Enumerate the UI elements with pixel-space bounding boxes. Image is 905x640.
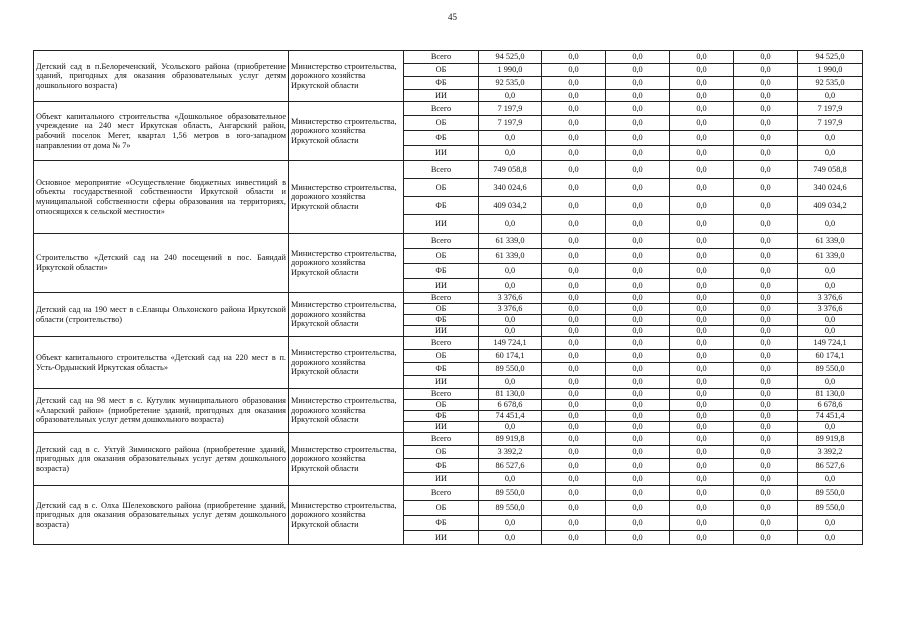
project-name-cell: Детский сад на 190 мест в с.Еланцы Ольхонского района Иркутской области (строительство) — [34, 293, 289, 337]
amount-cell: 0,0 — [670, 501, 734, 516]
funding-source-cell: ИИ — [404, 473, 479, 486]
amount-cell: 0,0 — [542, 337, 606, 350]
amount-cell: 0,0 — [734, 446, 798, 459]
amount-cell: 0,0 — [542, 411, 606, 422]
executor-cell: Министерство строительства, дорожного хозяйства Иркутской области — [289, 293, 404, 337]
amount-cell: 149 724,1 — [798, 337, 863, 350]
amount-cell: 0,0 — [606, 486, 670, 501]
amount-cell: 0,0 — [479, 473, 542, 486]
funding-source-cell: ФБ — [404, 197, 479, 215]
amount-cell: 0,0 — [734, 215, 798, 234]
amount-cell: 0,0 — [670, 131, 734, 146]
amount-cell: 7 197,9 — [798, 116, 863, 131]
amount-cell: 0,0 — [670, 315, 734, 326]
amount-cell: 86 527,6 — [798, 459, 863, 473]
amount-cell: 0,0 — [734, 304, 798, 315]
amount-cell: 0,0 — [734, 77, 798, 90]
amount-cell: 0,0 — [798, 90, 863, 102]
executor-cell: Министерство строительства, дорожного хозяйства Иркутской области — [289, 161, 404, 234]
amount-cell: 0,0 — [670, 293, 734, 304]
funding-source-cell: ИИ — [404, 422, 479, 433]
funding-source-cell: ФБ — [404, 411, 479, 422]
amount-cell: 0,0 — [734, 179, 798, 197]
table-row — [34, 293, 863, 304]
amount-cell: 0,0 — [542, 161, 606, 179]
amount-cell: 0,0 — [734, 473, 798, 486]
page-number: 45 — [448, 12, 457, 22]
amount-cell: 74 451,4 — [798, 411, 863, 422]
amount-cell: 0,0 — [542, 131, 606, 146]
funding-source-cell: ИИ — [404, 531, 479, 545]
amount-cell: 0,0 — [670, 389, 734, 400]
amount-cell: 0,0 — [606, 234, 670, 249]
amount-cell: 61 339,0 — [479, 234, 542, 249]
funding-source-cell: Всего — [404, 234, 479, 249]
amount-cell: 3 376,6 — [798, 304, 863, 315]
amount-cell: 0,0 — [670, 102, 734, 116]
amount-cell: 0,0 — [606, 501, 670, 516]
amount-cell: 0,0 — [606, 90, 670, 102]
executor-cell: Министерство строительства, дорожного хозяйства Иркутской области — [289, 389, 404, 433]
amount-cell: 0,0 — [670, 376, 734, 389]
amount-cell: 0,0 — [670, 64, 734, 77]
amount-cell: 0,0 — [734, 249, 798, 264]
amount-cell: 0,0 — [734, 501, 798, 516]
amount-cell: 0,0 — [734, 363, 798, 376]
amount-cell: 0,0 — [542, 473, 606, 486]
amount-cell: 0,0 — [606, 315, 670, 326]
amount-cell: 3 376,6 — [798, 293, 863, 304]
project-name-cell: Детский сад в п.Белореченский, Усольского района (приобретение зданий, пригодных для оказания образовательных услуг детям дошкольного возраста) — [34, 51, 289, 102]
amount-cell: 0,0 — [606, 422, 670, 433]
funding-source-cell: ОБ — [404, 501, 479, 516]
amount-cell: 0,0 — [542, 433, 606, 446]
amount-cell: 0,0 — [670, 363, 734, 376]
funding-source-cell: ОБ — [404, 116, 479, 131]
amount-cell: 0,0 — [542, 315, 606, 326]
amount-cell: 0,0 — [670, 473, 734, 486]
amount-cell: 0,0 — [542, 249, 606, 264]
funding-source-cell: ОБ — [404, 350, 479, 363]
amount-cell: 0,0 — [734, 376, 798, 389]
amount-cell: 61 339,0 — [798, 234, 863, 249]
amount-cell: 0,0 — [479, 215, 542, 234]
amount-cell: 0,0 — [734, 197, 798, 215]
amount-cell: 0,0 — [734, 516, 798, 531]
funding-source-cell: Всего — [404, 161, 479, 179]
amount-cell: 0,0 — [734, 264, 798, 279]
funding-source-cell: Всего — [404, 486, 479, 501]
table-row — [34, 234, 863, 249]
amount-cell: 0,0 — [798, 326, 863, 337]
executor-cell: Министерство строительства, дорожного хозяйства Иркутской области — [289, 234, 404, 293]
amount-cell: 0,0 — [606, 77, 670, 90]
amount-cell: 0,0 — [479, 326, 542, 337]
amount-cell: 340 024,6 — [798, 179, 863, 197]
amount-cell: 0,0 — [606, 249, 670, 264]
funding-source-cell: ИИ — [404, 326, 479, 337]
amount-cell: 0,0 — [542, 51, 606, 64]
amount-cell: 0,0 — [479, 516, 542, 531]
project-name-cell: Детский сад в с. Олха Шелеховского района (приобретение зданий, пригодных для оказания образовательных услуг детям дошкольного возраста) — [34, 486, 289, 545]
amount-cell: 409 034,2 — [798, 197, 863, 215]
amount-cell: 89 919,8 — [798, 433, 863, 446]
funding-source-cell: ОБ — [404, 446, 479, 459]
amount-cell: 0,0 — [606, 51, 670, 64]
funding-source-cell: ФБ — [404, 459, 479, 473]
amount-cell: 0,0 — [606, 264, 670, 279]
amount-cell: 0,0 — [479, 146, 542, 161]
funding-source-cell: ОБ — [404, 249, 479, 264]
amount-cell: 0,0 — [734, 131, 798, 146]
amount-cell: 0,0 — [542, 376, 606, 389]
amount-cell: 0,0 — [670, 234, 734, 249]
table-row — [34, 337, 863, 350]
amount-cell: 0,0 — [606, 131, 670, 146]
amount-cell: 0,0 — [670, 161, 734, 179]
amount-cell: 1 990,0 — [479, 64, 542, 77]
table-row — [34, 102, 863, 116]
amount-cell: 409 034,2 — [479, 197, 542, 215]
amount-cell: 0,0 — [542, 501, 606, 516]
amount-cell: 0,0 — [479, 264, 542, 279]
amount-cell: 0,0 — [542, 102, 606, 116]
amount-cell: 0,0 — [542, 422, 606, 433]
amount-cell: 0,0 — [606, 146, 670, 161]
amount-cell: 0,0 — [606, 433, 670, 446]
amount-cell: 0,0 — [798, 131, 863, 146]
amount-cell: 0,0 — [542, 116, 606, 131]
funding-source-cell: ФБ — [404, 77, 479, 90]
executor-cell: Министерство строительства, дорожного хозяйства Иркутской области — [289, 486, 404, 545]
amount-cell: 149 724,1 — [479, 337, 542, 350]
amount-cell: 0,0 — [542, 459, 606, 473]
amount-cell: 89 550,0 — [798, 486, 863, 501]
amount-cell: 0,0 — [734, 279, 798, 293]
amount-cell: 3 392,2 — [798, 446, 863, 459]
amount-cell: 0,0 — [542, 146, 606, 161]
amount-cell: 0,0 — [798, 531, 863, 545]
amount-cell: 1 990,0 — [798, 64, 863, 77]
table-row — [34, 486, 863, 501]
amount-cell: 0,0 — [734, 161, 798, 179]
amount-cell: 7 197,9 — [479, 102, 542, 116]
amount-cell: 0,0 — [606, 161, 670, 179]
project-name-cell: Строительство «Детский сад на 240 посещений в пос. Баяндай Иркутской области» — [34, 234, 289, 293]
amount-cell: 3 392,2 — [479, 446, 542, 459]
amount-cell: 0,0 — [479, 315, 542, 326]
amount-cell: 0,0 — [670, 422, 734, 433]
executor-cell: Министерство строительства, дорожного хозяйства Иркутской области — [289, 102, 404, 161]
amount-cell: 0,0 — [606, 400, 670, 411]
amount-cell: 0,0 — [798, 315, 863, 326]
amount-cell: 94 525,0 — [479, 51, 542, 64]
amount-cell: 0,0 — [606, 337, 670, 350]
amount-cell: 0,0 — [798, 215, 863, 234]
amount-cell: 89 550,0 — [479, 486, 542, 501]
executor-cell: Министерство строительства, дорожного хозяйства Иркутской области — [289, 433, 404, 486]
funding-source-cell: ФБ — [404, 131, 479, 146]
project-name-cell: Объект капитального строительства «Детский сад на 220 мест в п. Усть-Ордынский Иркутская область» — [34, 337, 289, 389]
amount-cell: 7 197,9 — [798, 102, 863, 116]
amount-cell: 86 527,6 — [479, 459, 542, 473]
amount-cell: 0,0 — [798, 473, 863, 486]
amount-cell: 0,0 — [798, 422, 863, 433]
amount-cell: 0,0 — [542, 279, 606, 293]
amount-cell: 6 678,6 — [798, 400, 863, 411]
amount-cell: 3 376,6 — [479, 293, 542, 304]
amount-cell: 0,0 — [670, 350, 734, 363]
amount-cell: 0,0 — [734, 102, 798, 116]
amount-cell: 0,0 — [734, 234, 798, 249]
amount-cell: 60 174,1 — [479, 350, 542, 363]
funding-source-cell: Всего — [404, 337, 479, 350]
amount-cell: 0,0 — [542, 446, 606, 459]
amount-cell: 0,0 — [734, 293, 798, 304]
amount-cell: 0,0 — [606, 411, 670, 422]
amount-cell: 340 024,6 — [479, 179, 542, 197]
amount-cell: 0,0 — [542, 64, 606, 77]
funding-source-cell: ИИ — [404, 146, 479, 161]
funding-source-cell: ОБ — [404, 304, 479, 315]
table-row — [34, 433, 863, 446]
funding-source-cell: ИИ — [404, 376, 479, 389]
amount-cell: 0,0 — [479, 90, 542, 102]
funding-source-cell: ОБ — [404, 179, 479, 197]
amount-cell: 0,0 — [734, 433, 798, 446]
amount-cell: 0,0 — [670, 264, 734, 279]
amount-cell: 0,0 — [734, 326, 798, 337]
amount-cell: 0,0 — [798, 279, 863, 293]
amount-cell: 0,0 — [734, 116, 798, 131]
project-name-cell: Основное мероприятие «Осуществление бюджетных инвестиций в объекты государственной собственности Иркутской области и муниципальной собственности сферы образования на территориях, относящихся к сельской местности» — [34, 161, 289, 234]
amount-cell: 0,0 — [670, 116, 734, 131]
amount-cell: 0,0 — [542, 531, 606, 545]
amount-cell: 0,0 — [606, 197, 670, 215]
project-name-cell: Детский сад на 98 мест в с. Кутулик муниципального образования «Аларский район» (приобретение зданий, пригодных для оказания образовательных услуг детям дошкольного возраста) — [34, 389, 289, 433]
amount-cell: 0,0 — [606, 64, 670, 77]
amount-cell: 0,0 — [734, 459, 798, 473]
table-row — [34, 51, 863, 64]
amount-cell: 0,0 — [542, 486, 606, 501]
funding-source-cell: ФБ — [404, 516, 479, 531]
amount-cell: 0,0 — [542, 90, 606, 102]
amount-cell: 0,0 — [798, 376, 863, 389]
amount-cell: 0,0 — [542, 293, 606, 304]
funding-source-cell: Всего — [404, 433, 479, 446]
amount-cell: 60 174,1 — [798, 350, 863, 363]
executor-cell: Министерство строительства, дорожного хозяйства Иркутской области — [289, 337, 404, 389]
amount-cell: 0,0 — [542, 326, 606, 337]
amount-cell: 0,0 — [606, 179, 670, 197]
amount-cell: 0,0 — [670, 304, 734, 315]
amount-cell: 0,0 — [798, 264, 863, 279]
amount-cell: 0,0 — [606, 279, 670, 293]
amount-cell: 0,0 — [542, 350, 606, 363]
amount-cell: 0,0 — [542, 264, 606, 279]
amount-cell: 0,0 — [670, 179, 734, 197]
amount-cell: 0,0 — [734, 411, 798, 422]
amount-cell: 89 550,0 — [798, 501, 863, 516]
project-name-cell: Детский сад в с. Ухтуй Зиминского района (приобретение зданий, пригодных для оказания образовательных услуг детям дошкольного возраста) — [34, 433, 289, 486]
funding-source-cell: ОБ — [404, 64, 479, 77]
amount-cell: 0,0 — [542, 304, 606, 315]
funding-source-cell: ИИ — [404, 215, 479, 234]
amount-cell: 0,0 — [606, 326, 670, 337]
amount-cell: 0,0 — [734, 64, 798, 77]
executor-cell: Министерство строительства, дорожного хозяйства Иркутской области — [289, 51, 404, 102]
amount-cell: 89 550,0 — [479, 363, 542, 376]
amount-cell: 0,0 — [670, 51, 734, 64]
amount-cell: 0,0 — [606, 363, 670, 376]
amount-cell: 89 550,0 — [479, 501, 542, 516]
amount-cell: 0,0 — [542, 77, 606, 90]
amount-cell: 0,0 — [542, 389, 606, 400]
amount-cell: 0,0 — [606, 350, 670, 363]
amount-cell: 0,0 — [606, 304, 670, 315]
project-name-cell: Объект капитального строительства «Дошкольное образовательное учреждение на 240 мест Иркутская область, Ангарский район, рабочий поселок Мегет, квартал 1,56 метров в юго-западном направлении от дома № 7» — [34, 102, 289, 161]
amount-cell: 0,0 — [670, 249, 734, 264]
amount-cell: 0,0 — [479, 279, 542, 293]
table-row — [34, 161, 863, 179]
amount-cell: 0,0 — [734, 389, 798, 400]
amount-cell: 0,0 — [479, 422, 542, 433]
amount-cell: 0,0 — [670, 77, 734, 90]
amount-cell: 0,0 — [734, 422, 798, 433]
amount-cell: 0,0 — [606, 102, 670, 116]
amount-cell: 0,0 — [734, 315, 798, 326]
amount-cell: 0,0 — [798, 146, 863, 161]
amount-cell: 0,0 — [606, 215, 670, 234]
amount-cell: 0,0 — [798, 516, 863, 531]
amount-cell: 0,0 — [670, 215, 734, 234]
funding-source-cell: Всего — [404, 102, 479, 116]
funding-source-cell: ФБ — [404, 315, 479, 326]
funding-source-cell: ФБ — [404, 363, 479, 376]
amount-cell: 0,0 — [606, 446, 670, 459]
amount-cell: 0,0 — [542, 400, 606, 411]
amount-cell: 0,0 — [542, 215, 606, 234]
amount-cell: 0,0 — [670, 146, 734, 161]
amount-cell: 89 550,0 — [798, 363, 863, 376]
funding-source-cell: ОБ — [404, 400, 479, 411]
amount-cell: 0,0 — [734, 486, 798, 501]
amount-cell: 81 130,0 — [798, 389, 863, 400]
amount-cell: 0,0 — [606, 376, 670, 389]
amount-cell: 0,0 — [542, 197, 606, 215]
funding-source-cell: ИИ — [404, 279, 479, 293]
amount-cell: 0,0 — [606, 473, 670, 486]
amount-cell: 0,0 — [734, 400, 798, 411]
amount-cell: 61 339,0 — [798, 249, 863, 264]
amount-cell: 749 058,8 — [798, 161, 863, 179]
funding-source-cell: Всего — [404, 293, 479, 304]
amount-cell: 0,0 — [734, 337, 798, 350]
amount-cell: 3 376,6 — [479, 304, 542, 315]
amount-cell: 0,0 — [606, 516, 670, 531]
amount-cell: 749 058,8 — [479, 161, 542, 179]
amount-cell: 0,0 — [670, 411, 734, 422]
funding-source-cell: ФБ — [404, 264, 479, 279]
amount-cell: 0,0 — [542, 179, 606, 197]
amount-cell: 6 678,6 — [479, 400, 542, 411]
amount-cell: 7 197,9 — [479, 116, 542, 131]
amount-cell: 0,0 — [606, 116, 670, 131]
amount-cell: 0,0 — [670, 400, 734, 411]
amount-cell: 0,0 — [670, 337, 734, 350]
amount-cell: 94 525,0 — [798, 51, 863, 64]
amount-cell: 92 535,0 — [798, 77, 863, 90]
amount-cell: 0,0 — [670, 446, 734, 459]
budget-table — [33, 50, 863, 545]
amount-cell: 0,0 — [734, 90, 798, 102]
amount-cell: 0,0 — [670, 197, 734, 215]
funding-source-cell: ИИ — [404, 90, 479, 102]
amount-cell: 0,0 — [606, 531, 670, 545]
amount-cell: 0,0 — [479, 531, 542, 545]
amount-cell: 81 130,0 — [479, 389, 542, 400]
amount-cell: 89 919,8 — [479, 433, 542, 446]
amount-cell: 0,0 — [670, 459, 734, 473]
amount-cell: 0,0 — [670, 531, 734, 545]
amount-cell: 0,0 — [734, 146, 798, 161]
amount-cell: 0,0 — [479, 376, 542, 389]
amount-cell: 0,0 — [542, 363, 606, 376]
amount-cell: 74 451,4 — [479, 411, 542, 422]
funding-source-cell: Всего — [404, 389, 479, 400]
amount-cell: 0,0 — [606, 459, 670, 473]
amount-cell: 0,0 — [542, 516, 606, 531]
table-row — [34, 389, 863, 400]
amount-cell: 0,0 — [479, 131, 542, 146]
amount-cell: 0,0 — [670, 433, 734, 446]
amount-cell: 0,0 — [734, 531, 798, 545]
amount-cell: 0,0 — [606, 389, 670, 400]
amount-cell: 0,0 — [734, 51, 798, 64]
amount-cell: 0,0 — [606, 293, 670, 304]
amount-cell: 92 535,0 — [479, 77, 542, 90]
amount-cell: 0,0 — [670, 516, 734, 531]
amount-cell: 61 339,0 — [479, 249, 542, 264]
amount-cell: 0,0 — [670, 326, 734, 337]
amount-cell: 0,0 — [542, 234, 606, 249]
amount-cell: 0,0 — [734, 350, 798, 363]
amount-cell: 0,0 — [670, 90, 734, 102]
funding-source-cell: Всего — [404, 51, 479, 64]
amount-cell: 0,0 — [670, 279, 734, 293]
amount-cell: 0,0 — [670, 486, 734, 501]
